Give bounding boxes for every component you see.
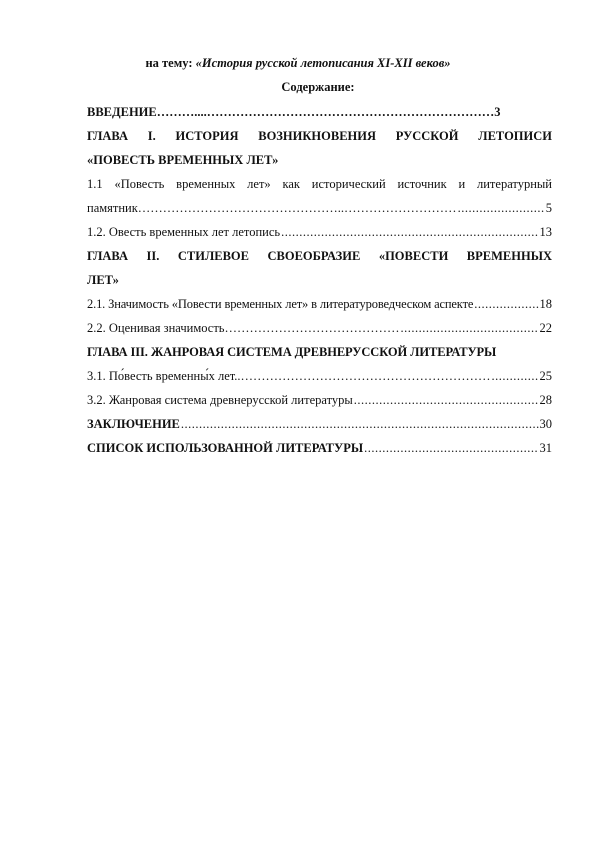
toc-entry-label: 1.2. Овесть временных лет летопись [87, 225, 281, 239]
toc-chapter-line: ГЛАВА II. СТИЛЕВОЕ СВОЕОБРАЗИЕ «ПОВЕСТИ ВРЕМЕННЫХ [87, 249, 552, 263]
toc-chapter-line: ГЛАВА I. ИСТОРИЯ ВОЗНИКНОВЕНИЯ РУССКОЙ ЛЕТОПИСИ [87, 129, 552, 143]
topic-prefix: на тему: [145, 56, 196, 70]
toc-entry-1-1[interactable] [87, 172, 552, 220]
toc-chapter-line: «ПОВЕСТЬ ВРЕМЕННЫХ ЛЕТ» [87, 153, 279, 167]
toc-entry-intro[interactable] [87, 100, 552, 124]
toc-entry-page: 5 [545, 201, 552, 215]
toc-entry-label: памятник…………………………………………..……………………… [87, 201, 457, 215]
dot-leader [492, 364, 539, 388]
dot-leader [181, 412, 539, 436]
toc-entry-page: 3 [494, 105, 501, 119]
toc-entry-page: 13 [539, 225, 552, 239]
toc-entry-page: 28 [539, 393, 552, 407]
toc-entry-label: ВВЕДЕНИЕ………....…………………………………………………………… [87, 105, 495, 119]
toc-entry-page: 22 [539, 321, 552, 335]
toc-entry-label: 3.2. Жанровая система древнерусской литературы [87, 393, 353, 407]
topic-line [0, 56, 596, 71]
contents-heading: Содержание: [281, 80, 355, 94]
toc-entry-label: 2.2. Оценивая значимость…………………………………… [87, 321, 400, 335]
toc-entry-conclusion[interactable] [87, 412, 552, 436]
toc-chapter-line: ГЛАВА III. ЖАНРОВАЯ СИСТЕМА ДРЕВНЕРУССКОЙ ЛИТЕРАТУРЫ [87, 345, 497, 359]
dot-leader [354, 388, 539, 412]
toc-entry-row [87, 196, 552, 220]
dot-leader [364, 436, 538, 460]
toc-entry-label: ЗАКЛЮЧЕНИЕ [87, 417, 180, 431]
toc-chapter-1[interactable] [87, 124, 552, 172]
toc-entry-2-2[interactable] [87, 316, 552, 340]
toc-chapter-2[interactable] [87, 244, 552, 292]
toc-entry-page: 31 [539, 441, 552, 455]
dot-leader [401, 316, 539, 340]
table-of-contents [87, 100, 552, 460]
toc-entry-label: СПИСОК ИСПОЛЬЗОВАННОЙ ЛИТЕРАТУРЫ [87, 441, 364, 455]
toc-chapter-3[interactable] [87, 340, 552, 364]
toc-entry-page: 25 [539, 369, 552, 383]
toc-entry-page: 18 [539, 297, 552, 311]
toc-entry-2-1[interactable] [87, 292, 552, 316]
toc-entry-1-2[interactable] [87, 220, 552, 244]
toc-chapter-line: ЛЕТ» [87, 273, 119, 287]
toc-entry-label: 3.1. По́весть временны́х лет..…………………………………………………… [87, 369, 491, 383]
dot-leader [281, 220, 538, 244]
toc-entry-line: 1.1 «Повесть временных лет» как исторический источник и литературный [87, 177, 552, 191]
topic-title: «История русской летописания XI-XII веков» [195, 56, 451, 70]
toc-entry-page: 30 [539, 417, 552, 431]
toc-entry-label: 2.1. Значимость «Повести временных лет» в литературоведческом аспекте [87, 297, 474, 311]
dot-leader [458, 196, 545, 220]
dot-leader [474, 292, 538, 316]
toc-entry-references[interactable] [87, 436, 552, 460]
toc-entry-3-2[interactable] [87, 388, 552, 412]
toc-entry-3-1[interactable] [87, 364, 552, 388]
